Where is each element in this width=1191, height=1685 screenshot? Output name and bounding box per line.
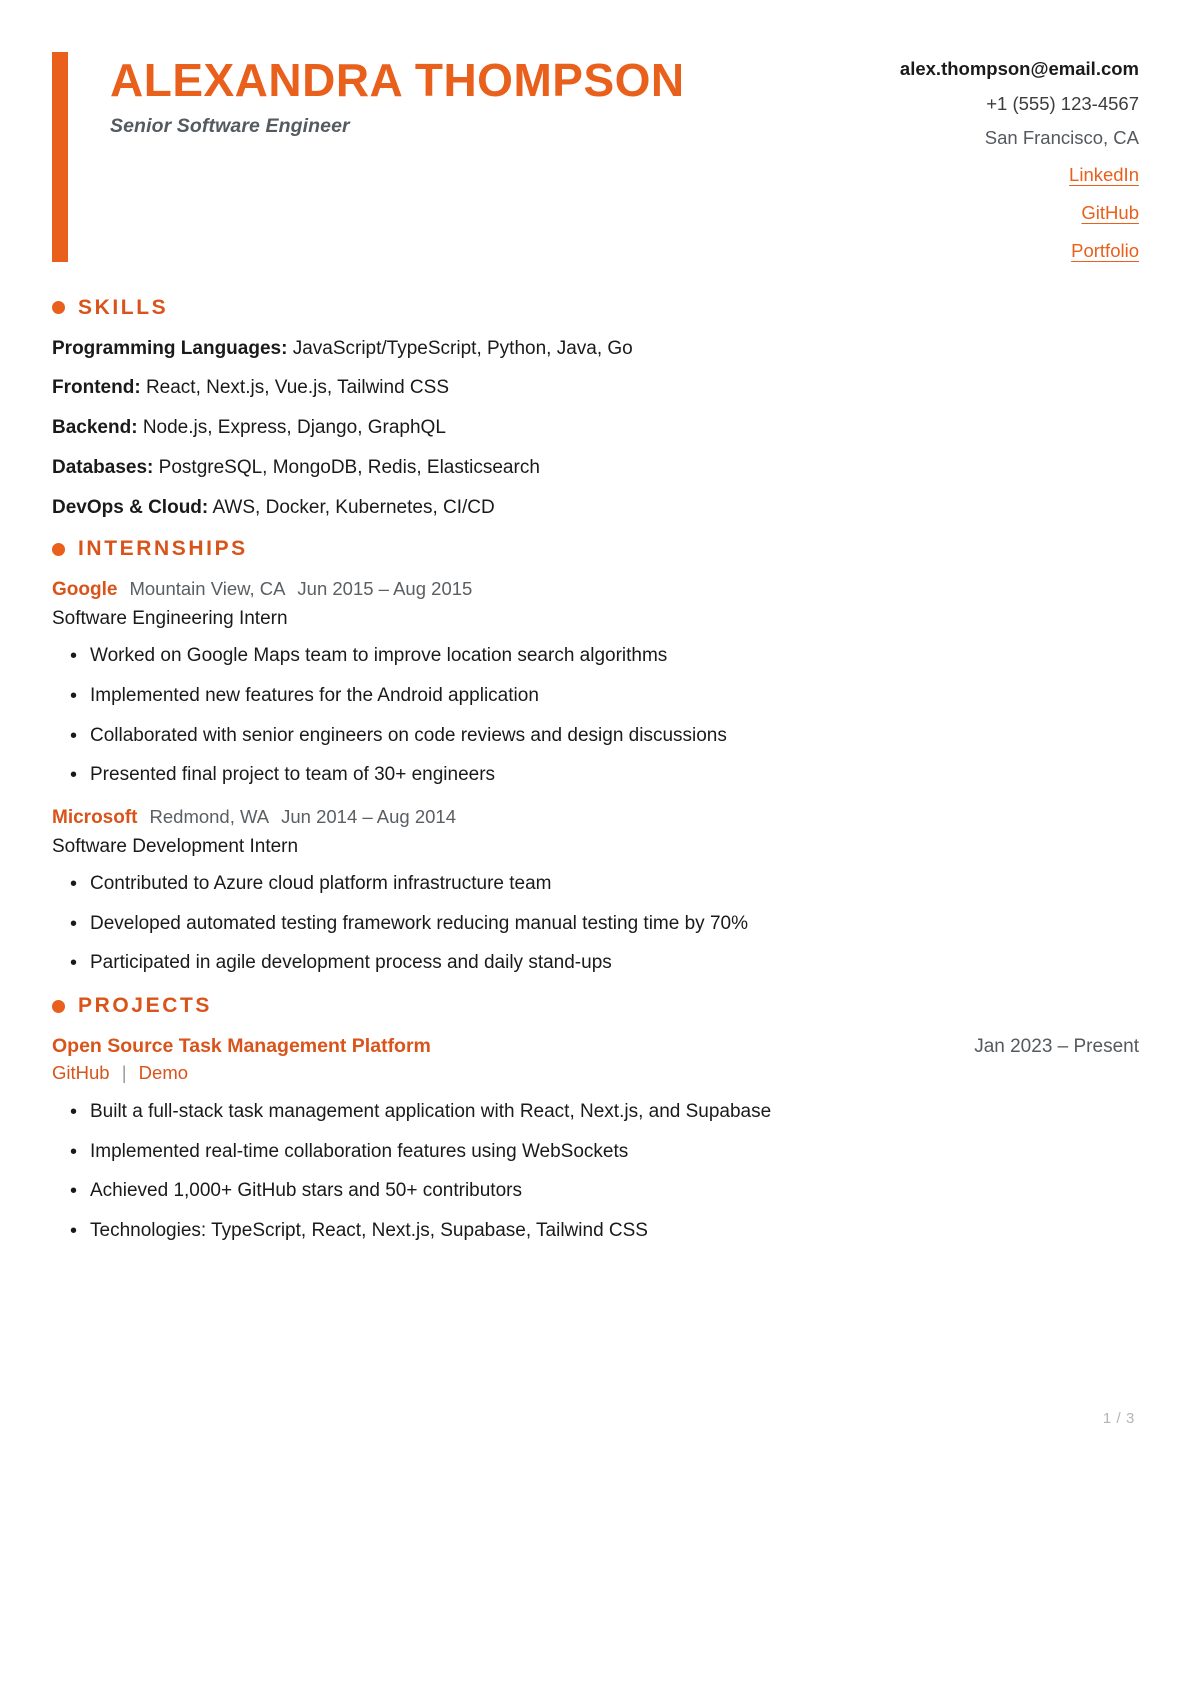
internship-bullet-list bbox=[52, 872, 1139, 976]
bullet-item: • Implemented new features for the Android application bbox=[52, 684, 1139, 709]
project-dates: Jan 2023 – Present bbox=[974, 1036, 1139, 1058]
internships-section-header bbox=[52, 537, 1139, 561]
bullet-item: • Technologies: TypeScript, React, Next.js, Supabase, Tailwind CSS bbox=[52, 1219, 1139, 1244]
github-link[interactable]: GitHub bbox=[1081, 201, 1139, 223]
internship-role: Software Development Intern bbox=[52, 836, 299, 857]
internship-bullet-list bbox=[52, 644, 1139, 788]
contact-location: San Francisco, CA bbox=[984, 127, 1139, 148]
contact-block bbox=[839, 52, 1139, 278]
skill-value: PostgreSQL, MongoDB, Redis, Elasticsearch bbox=[158, 456, 540, 478]
bullet-dot-icon bbox=[52, 543, 65, 556]
internship-dates: Jun 2014 – Aug 2014 bbox=[281, 806, 456, 827]
candidate-job-title: Senior Software Engineer bbox=[110, 114, 350, 137]
skill-row bbox=[52, 456, 1139, 480]
skill-value: React, Next.js, Vue.js, Tailwind CSS bbox=[145, 377, 450, 399]
bullet-item: • Worked on Google Maps team to improve location search algorithms bbox=[52, 644, 1139, 669]
bullet-dot-icon bbox=[52, 301, 65, 314]
internship-entry bbox=[52, 578, 1139, 788]
internship-dates: Jun 2015 – Aug 2015 bbox=[297, 578, 473, 600]
name-block bbox=[110, 52, 685, 262]
project-title: Open Source Task Management Platform bbox=[52, 1035, 431, 1058]
bullet-item: • Developed automated testing framework reducing manual testing time by 70% bbox=[52, 912, 1139, 937]
internship-organization: Microsoft bbox=[52, 807, 138, 828]
bullet-item: • Achieved 1,000+ GitHub stars and 50+ contributors bbox=[52, 1179, 1139, 1204]
skill-row bbox=[52, 337, 1139, 361]
contact-phone[interactable]: +1 (555) 123-4567 bbox=[986, 92, 1139, 114]
project-links bbox=[52, 1062, 1139, 1084]
candidate-name: ALEXANDRA THOMPSON bbox=[110, 54, 685, 106]
section-skills bbox=[52, 296, 1139, 520]
skill-value: JavaScript/TypeScript, Python, Java, Go bbox=[292, 337, 633, 359]
section-projects bbox=[52, 994, 1139, 1244]
link-separator: | bbox=[121, 1062, 127, 1084]
resume-header bbox=[0, 0, 1191, 278]
skill-row bbox=[52, 376, 1139, 400]
internship-entry-head bbox=[52, 806, 1139, 829]
bullet-item: • Presented final project to team of 30+ engineers bbox=[52, 763, 1139, 788]
skill-row bbox=[52, 496, 1139, 520]
projects-heading: PROJECTS bbox=[78, 994, 212, 1018]
skills-section-header bbox=[52, 296, 1139, 320]
internship-location: Redmond, WA bbox=[149, 806, 270, 827]
project-entry-head bbox=[52, 1035, 1139, 1058]
skill-label: DevOps & Cloud: bbox=[52, 496, 209, 518]
bullet-item: • Participated in agile development process and daily stand-ups bbox=[52, 951, 1139, 976]
bullet-item: • Collaborated with senior engineers on code reviews and design discussions bbox=[52, 724, 1139, 749]
bullet-dot-icon bbox=[52, 1000, 65, 1013]
internship-organization: Google bbox=[52, 579, 118, 601]
accent-bar bbox=[52, 52, 68, 262]
skill-label: Databases: bbox=[52, 456, 154, 478]
internships-heading: INTERNSHIPS bbox=[78, 537, 248, 561]
skill-row bbox=[52, 416, 1139, 440]
section-internships bbox=[52, 537, 1139, 976]
project-bullet-list bbox=[52, 1100, 1139, 1244]
skill-label: Programming Languages: bbox=[52, 337, 288, 359]
internship-entry-head bbox=[52, 578, 1139, 601]
projects-section-header bbox=[52, 994, 1139, 1018]
project-entry bbox=[52, 1035, 1139, 1244]
linkedin-link[interactable]: LinkedIn bbox=[1069, 163, 1139, 185]
bullet-item: • Implemented real-time collaboration features using WebSockets bbox=[52, 1140, 1139, 1165]
skill-label: Frontend: bbox=[52, 377, 141, 399]
contact-email[interactable]: alex.thompson@email.com bbox=[899, 58, 1139, 79]
page-indicator: 1 / 3 bbox=[1102, 1410, 1135, 1427]
project-github-link[interactable]: GitHub bbox=[52, 1062, 110, 1084]
portfolio-link[interactable]: Portfolio bbox=[1071, 239, 1139, 261]
bullet-item: • Built a full-stack task management application with React, Next.js, and Supabase bbox=[52, 1100, 1139, 1125]
internship-location: Mountain View, CA bbox=[129, 578, 286, 600]
internship-entry bbox=[52, 806, 1139, 976]
skills-heading: SKILLS bbox=[78, 295, 169, 319]
skill-label: Backend: bbox=[52, 417, 138, 438]
internship-role: Software Engineering Intern bbox=[52, 608, 288, 630]
header-identity-block bbox=[52, 52, 839, 262]
resume-content bbox=[0, 296, 1191, 1244]
skill-value: AWS, Docker, Kubernetes, CI/CD bbox=[212, 496, 495, 518]
project-demo-link[interactable]: Demo bbox=[138, 1062, 189, 1084]
bullet-item: • Contributed to Azure cloud platform infrastructure team bbox=[52, 872, 1139, 897]
skill-value: Node.js, Express, Django, GraphQL bbox=[142, 417, 446, 438]
